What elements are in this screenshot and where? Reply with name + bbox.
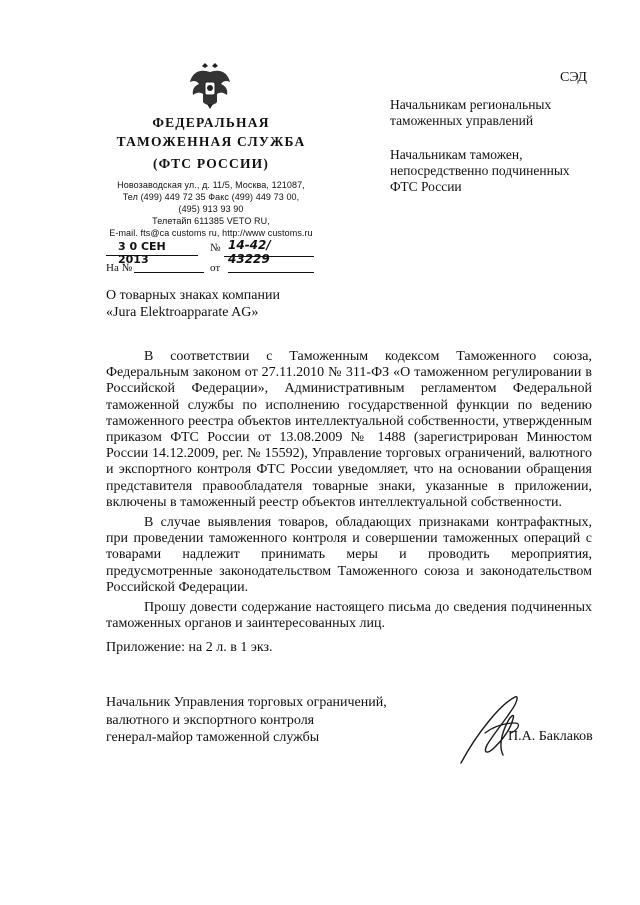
addressees: [390, 97, 610, 213]
registration-date: 3 0 СЕН 2013: [118, 240, 166, 266]
number-label: №: [210, 242, 221, 254]
signer-title-line: валютного и экспортного контроля: [106, 712, 315, 728]
signer-title: [106, 694, 387, 747]
addressee-line: непосредственно подчиненных: [390, 163, 570, 178]
contact-line: (495) 913 93 90: [178, 204, 244, 214]
reply-date-field: [228, 258, 314, 273]
addressee-line: Начальникам региональных: [390, 97, 552, 112]
signer-title-line: генерал-майор таможенной службы: [106, 730, 320, 745]
org-short-name: (ФТС РОССИИ): [152, 156, 270, 171]
body-paragraph: Прошу довести содержание настоящего письма до сведения подчиненных таможенных органов и заинтересованных лиц.: [106, 600, 592, 632]
signer-title-line: Начальник Управления торговых ограничений,: [106, 695, 387, 710]
date-field: [106, 240, 198, 266]
letter-body: [106, 349, 592, 636]
addressee-line: Начальникам таможен,: [390, 147, 523, 162]
number-field: [224, 238, 314, 266]
contact-line: Телетайп 611385 VETO RU,: [152, 216, 270, 226]
signer-name: П.А. Баклаков: [508, 729, 593, 744]
reply-number-field: [134, 258, 204, 273]
subject-line: «Jura Elektroapparate AG»: [106, 305, 259, 320]
addressee-block: [390, 97, 610, 129]
document-marking: СЭД: [560, 70, 587, 85]
contact-line: Тел (499) 449 72 35 Факс (499) 449 73 00,: [122, 192, 300, 202]
attachment-note: Приложение: на 2 л. в 1 экз.: [106, 640, 273, 655]
org-name-line-1: ФЕДЕРАЛЬНАЯ: [152, 115, 270, 130]
addressee-line: таможенных управлений: [390, 113, 534, 128]
org-name-line-2: ТАМОЖЕННАЯ СЛУЖБА: [116, 134, 306, 149]
body-paragraph: В соответствии с Таможенным кодексом Таможенного союза, Федеральным законом от 27.11.2010 № 311-ФЗ «О таможенном регулировании в Российской Федерации», Административным регламентом Федеральной таможенной службы по исполнению государственной функции по ведению таможенного реестра объектов интеллектуальной собственности, утвержденным приказом ФТС России от 13.08.2009 № 1488 (зарегистрирован Минюстом России 14.12.2009, рег. № 15592), Управление торговых ограничений, валютного и экспортного контроля ФТС России уведомляет, что на основании обращения представителя правообладателя товарные знаки, указанные в приложении, включены в таможенный реестр объектов интеллектуальной собственности.: [106, 349, 592, 510]
subject-line: О товарных знаках компании: [106, 288, 280, 303]
from-label: от: [210, 262, 221, 274]
reply-label: На №: [106, 262, 133, 274]
letter-subject: [106, 287, 280, 321]
addressee-block: [390, 147, 610, 195]
contact-line: E-mail. fts@ca customs ru, http://www customs.ru: [109, 228, 313, 238]
org-contacts: [106, 179, 316, 239]
registration-number: 14-42/ 43229: [228, 238, 271, 266]
sender-organization: [106, 113, 316, 239]
body-paragraph: В случае выявления товаров, обладающих признаками контрафактных, при проведении таможенного контроля и совершении таможенных операций с товарами надлежит принимать меры и проводить мероприятия, предусмотренные законодательством Таможенного союза и законодательством Российской Федерации.: [106, 515, 592, 595]
addressee-line: ФТС России: [390, 179, 462, 194]
contact-line: Новозаводская ул., д. 11/5, Москва, 121087,: [117, 180, 305, 190]
state-emblem-icon: [188, 62, 232, 110]
